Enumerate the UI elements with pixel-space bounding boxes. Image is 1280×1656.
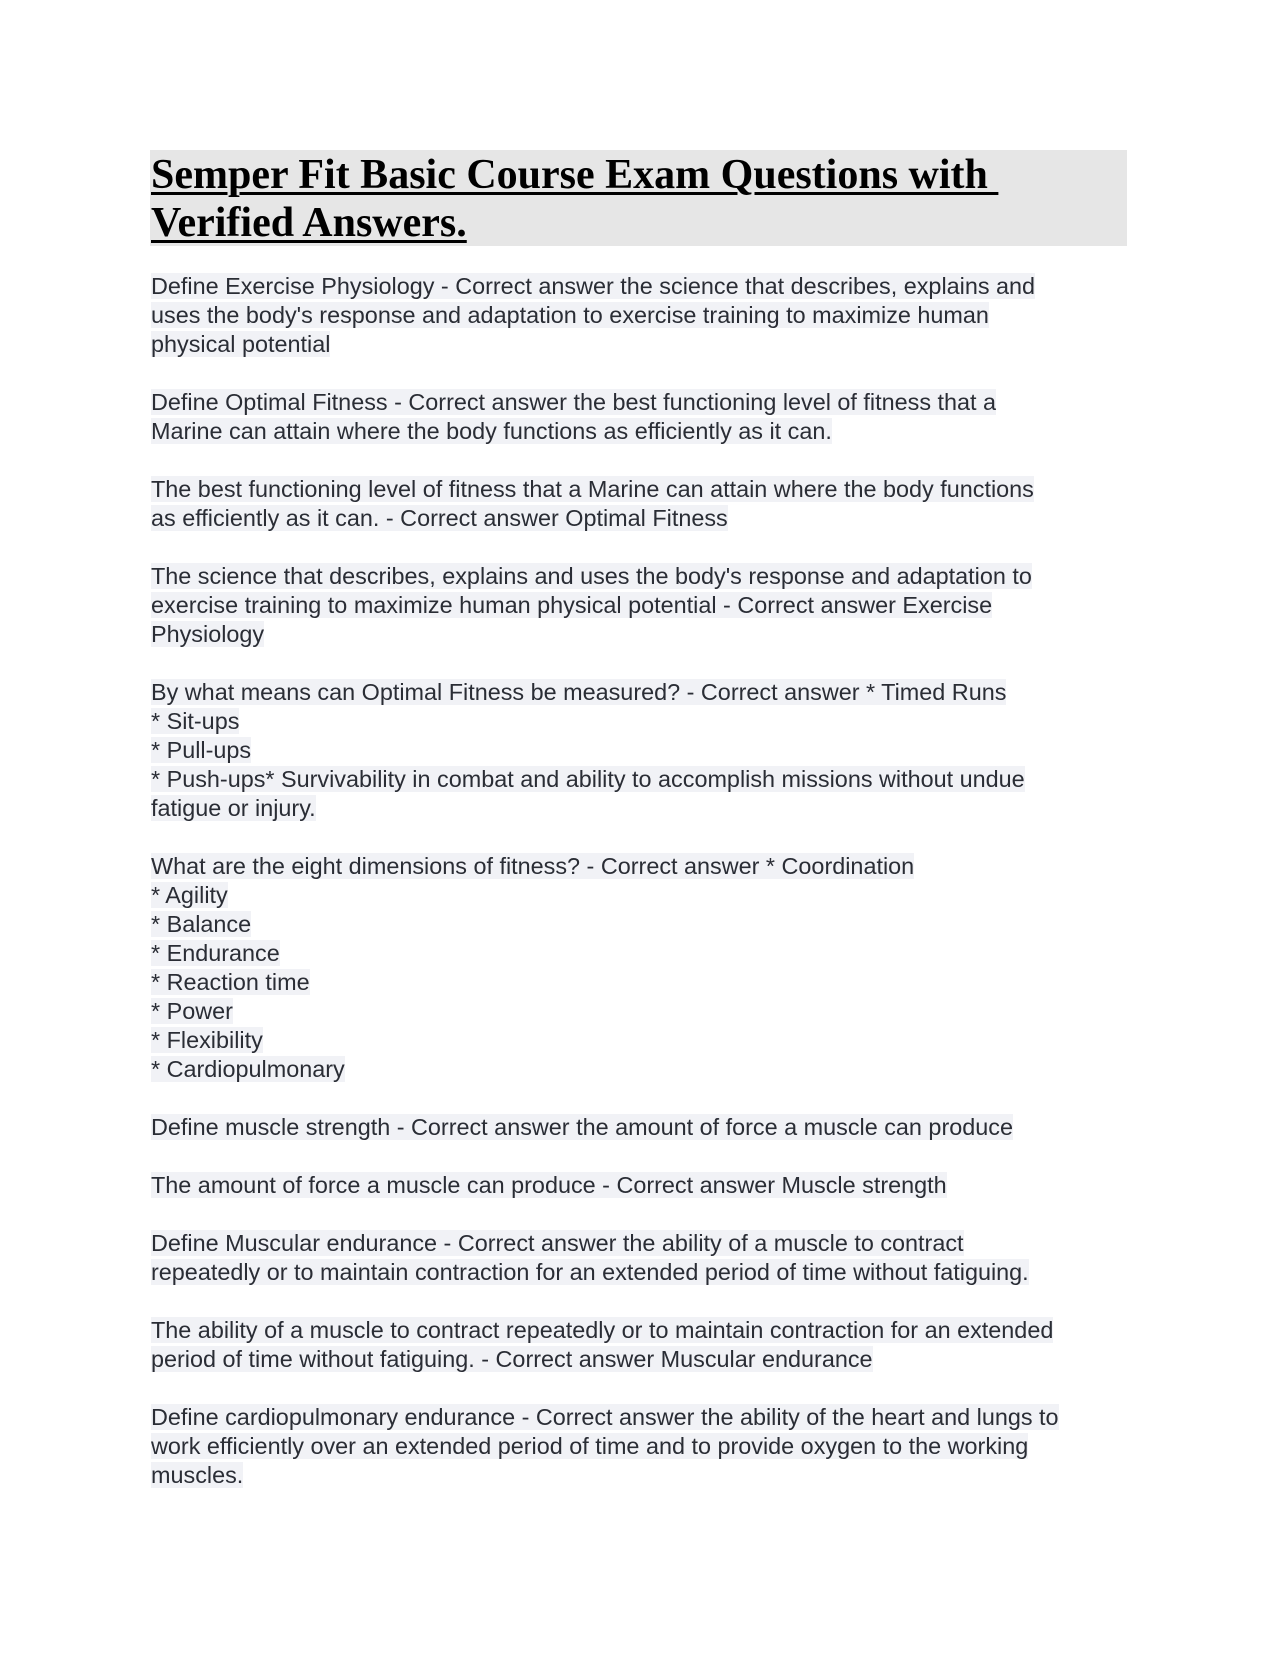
text-line-content: exercise training to maximize human physical potential - Correct answer Exercise [151, 592, 993, 618]
text-line-content: Marine can attain where the body functions as efficiently as it can. [151, 418, 832, 444]
text-line [151, 1229, 1151, 1258]
text-line [151, 562, 1151, 591]
text-line [151, 707, 1151, 736]
text-line [151, 1055, 1151, 1084]
text-line [151, 1432, 1151, 1461]
text-line [151, 330, 1151, 359]
text-line-content: The best functioning level of fitness that a Marine can attain where the body functions [151, 476, 1034, 502]
qa-paragraph [151, 1229, 1151, 1287]
document-body [151, 272, 1151, 1519]
qa-paragraph [151, 1171, 1151, 1200]
document-title-line-1: Semper Fit Basic Course Exam Questions with [151, 152, 999, 198]
text-line [151, 591, 1151, 620]
text-line-content: physical potential [151, 331, 331, 357]
text-line [151, 968, 1151, 997]
text-line [151, 1258, 1151, 1287]
qa-paragraph [151, 1316, 1151, 1374]
text-line-content: fatigue or injury. [151, 795, 316, 821]
text-line-content: The amount of force a muscle can produce - Correct answer Muscle strength [151, 1172, 947, 1198]
text-line [151, 1316, 1151, 1345]
qa-paragraph [151, 562, 1151, 649]
text-line-content: By what means can Optimal Fitness be measured? - Correct answer * Timed Runs [151, 679, 1007, 705]
text-line-content: repeatedly or to maintain contraction for an extended period of time without fatiguing. [151, 1259, 1029, 1285]
text-line-content: * Power [151, 998, 233, 1024]
text-line [151, 1026, 1151, 1055]
document-title-line-2: Verified Answers. [151, 200, 467, 246]
text-line [151, 388, 1151, 417]
text-line-content: Define Optimal Fitness - Correct answer the best functioning level of fitness that a [151, 389, 997, 415]
text-line-content: Physiology [151, 621, 265, 647]
text-line-content: * Reaction time [151, 969, 310, 995]
text-line-content: * Balance [151, 911, 252, 937]
qa-paragraph [151, 852, 1151, 1084]
text-line [151, 475, 1151, 504]
text-line [151, 417, 1151, 446]
text-line [151, 939, 1151, 968]
qa-paragraph [151, 388, 1151, 446]
text-line-content: work efficiently over an extended period of time and to provide oxygen to the working [151, 1433, 1029, 1459]
text-line-content: What are the eight dimensions of fitness? - Correct answer * Coordination [151, 853, 915, 879]
text-line [151, 997, 1151, 1026]
text-line-content: The science that describes, explains and uses the body's response and adaptation to [151, 563, 1032, 589]
text-line-content: as efficiently as it can. - Correct answer Optimal Fitness [151, 505, 728, 531]
text-line [151, 1113, 1151, 1142]
text-line-content: * Flexibility [151, 1027, 263, 1053]
text-line [151, 881, 1151, 910]
text-line [151, 1403, 1151, 1432]
text-line [151, 1345, 1151, 1374]
text-line-content: * Agility [151, 882, 228, 908]
text-line [151, 504, 1151, 533]
text-line-content: * Push-ups* Survivability in combat and ability to accomplish missions without undue [151, 766, 1025, 792]
qa-paragraph [151, 678, 1151, 823]
text-line-content: * Pull-ups [151, 737, 252, 763]
text-line-content: Define Muscular endurance - Correct answer the ability of a muscle to contract [151, 1230, 964, 1256]
text-line-content: * Sit-ups [151, 708, 240, 734]
text-line-content: Define cardiopulmonary endurance - Correct answer the ability of the heart and lungs to [151, 1404, 1059, 1430]
text-line [151, 1461, 1151, 1490]
text-line-content: * Endurance [151, 940, 280, 966]
text-line [151, 910, 1151, 939]
text-line-content: period of time without fatiguing. - Correct answer Muscular endurance [151, 1346, 873, 1372]
qa-paragraph [151, 272, 1151, 359]
text-line [151, 272, 1151, 301]
text-line [151, 620, 1151, 649]
text-line-content: Define muscle strength - Correct answer the amount of force a muscle can produce [151, 1114, 1013, 1140]
text-line [151, 736, 1151, 765]
qa-paragraph [151, 475, 1151, 533]
text-line-content: muscles. [151, 1462, 244, 1488]
text-line [151, 852, 1151, 881]
text-line-content: * Cardiopulmonary [151, 1056, 345, 1082]
text-line [151, 794, 1151, 823]
text-line-content: uses the body's response and adaptation to exercise training to maximize human [151, 302, 989, 328]
text-line-content: Define Exercise Physiology - Correct answer the science that describes, explains and [151, 273, 1036, 299]
text-line-content: The ability of a muscle to contract repeatedly or to maintain contraction for an extended [151, 1317, 1054, 1343]
text-line [151, 301, 1151, 330]
qa-paragraph [151, 1113, 1151, 1142]
text-line [151, 765, 1151, 794]
qa-paragraph [151, 1403, 1151, 1490]
text-line [151, 678, 1151, 707]
text-line [151, 1171, 1151, 1200]
